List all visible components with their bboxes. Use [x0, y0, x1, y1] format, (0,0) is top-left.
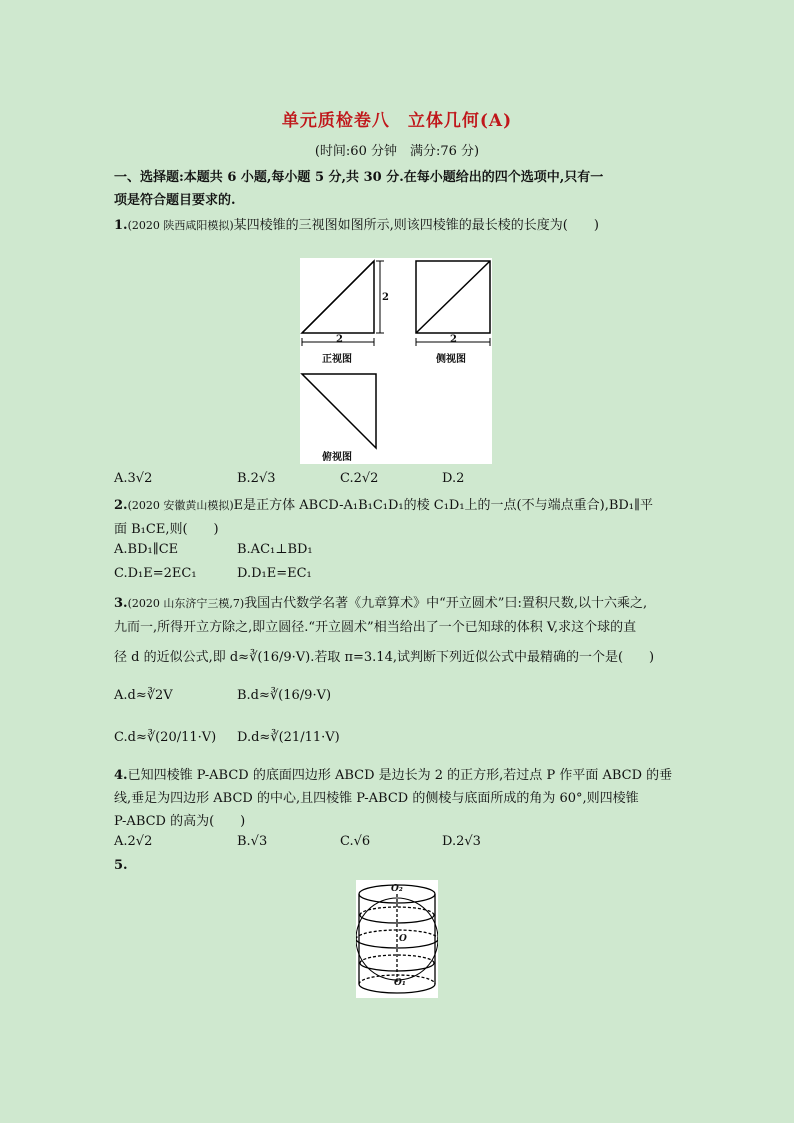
page-subtitle: (时间:60 分钟 满分:76 分) [314, 144, 480, 159]
point-o1-label: O₁ [394, 978, 406, 988]
question-source: (2020 安徽黄山模拟) [127, 499, 234, 512]
point-o-label: O [399, 934, 407, 944]
point-o2-label: O₂ [391, 884, 403, 894]
q1-option-a: A.3√2 [114, 471, 153, 486]
section-heading-line2: 项是符合题目要求的. [114, 193, 236, 208]
q4-option-c: C.√6 [340, 834, 371, 849]
q2-option-a: A.BD₁∥CE [114, 542, 179, 557]
q1-option-c: C.2√2 [340, 471, 379, 486]
page-title: 单元质检卷八 立体几何(A) [281, 111, 513, 131]
question-3-line2: 九而一,所得开立方除之,即立圆径.“开立圆术”相当给出了一个已知球的体积 V,求这个球的直 [114, 620, 637, 635]
top-view [302, 374, 376, 448]
q3-option-d: D.d≈∛(21/11·V) [237, 730, 340, 745]
q1-option-d: D.2 [442, 471, 465, 486]
q2-option-d: D.D₁E=EC₁ [237, 566, 312, 581]
q3-option-a: A.d≈∛2V [114, 688, 173, 703]
question-number: 3. [114, 596, 128, 611]
question-4 [114, 764, 672, 783]
question-number: 4. [114, 768, 128, 783]
dimension-label: 2 [450, 334, 457, 345]
question-source: (2020 陕西咸阳模拟) [127, 219, 234, 232]
question-4-line2: 线,垂足为四边形 ABCD 的中心,且四棱锥 P-ABCD 的侧棱与底面所成的角为 60°,则四棱锥 [114, 791, 639, 806]
question-2-line2: 面 B₁CE,则( ) [114, 522, 219, 537]
question-text-line1: 我国古代数学名著《九章算术》中“开立圆术”曰:置积尺数,以十六乘之, [244, 596, 648, 611]
question-text-line1: 已知四棱锥 P-ABCD 的底面四边形 ABCD 是边长为 2 的正方形,若过点 P 作平面 ABCD 的垂 [127, 768, 673, 783]
front-view-label: 正视图 [322, 354, 352, 365]
question-text-line1: E是正方体 ABCD-A₁B₁C₁D₁的棱 C₁D₁上的一点(不与端点重合),BD₁∥平 [233, 498, 654, 513]
question-source: (2020 山东济宁三模,7) [127, 597, 245, 610]
q2-option-b: B.AC₁⊥BD₁ [237, 542, 313, 557]
question-text: 某四棱锥的三视图如图所示,则该四棱锥的最长棱的长度为( ) [233, 218, 599, 233]
q3-option-c: C.d≈∛(20/11·V) [114, 730, 217, 745]
question-5-number: 5. [114, 858, 128, 873]
q1-option-b: B.2√3 [237, 471, 276, 486]
q3-option-b: B.d≈∛(16/9·V) [237, 688, 332, 703]
q2-option-c: C.D₁E=2EC₁ [114, 566, 197, 581]
top-view-label: 俯视图 [322, 452, 352, 463]
question-2 [114, 494, 653, 513]
q4-option-a: A.2√2 [114, 834, 153, 849]
question-1 [114, 214, 599, 233]
question-number: 2. [114, 498, 128, 513]
front-view [302, 261, 374, 333]
q4-option-b: B.√3 [237, 834, 268, 849]
question-number: 1. [114, 218, 128, 233]
dimension-label: 2 [336, 334, 343, 345]
dimension-label: 2 [382, 292, 389, 303]
question-3-line3: 径 d 的近似公式,即 d≈∛(16/9·V).若取 π=3.14,试判断下列近似公式中最精确的一个是( ) [114, 650, 655, 665]
question-4-line3: P-ABCD 的高为( ) [114, 814, 246, 829]
three-view-figure [300, 258, 492, 464]
side-view [416, 261, 490, 333]
side-view-label: 侧视图 [436, 354, 466, 365]
cylinder-sphere-figure [356, 880, 438, 998]
q4-option-d: D.2√3 [442, 834, 481, 849]
question-3 [114, 592, 647, 611]
section-heading-line1: 一、选择题:本题共 6 小题,每小题 5 分,共 30 分.在每小题给出的四个选项中,只有一 [114, 170, 604, 185]
